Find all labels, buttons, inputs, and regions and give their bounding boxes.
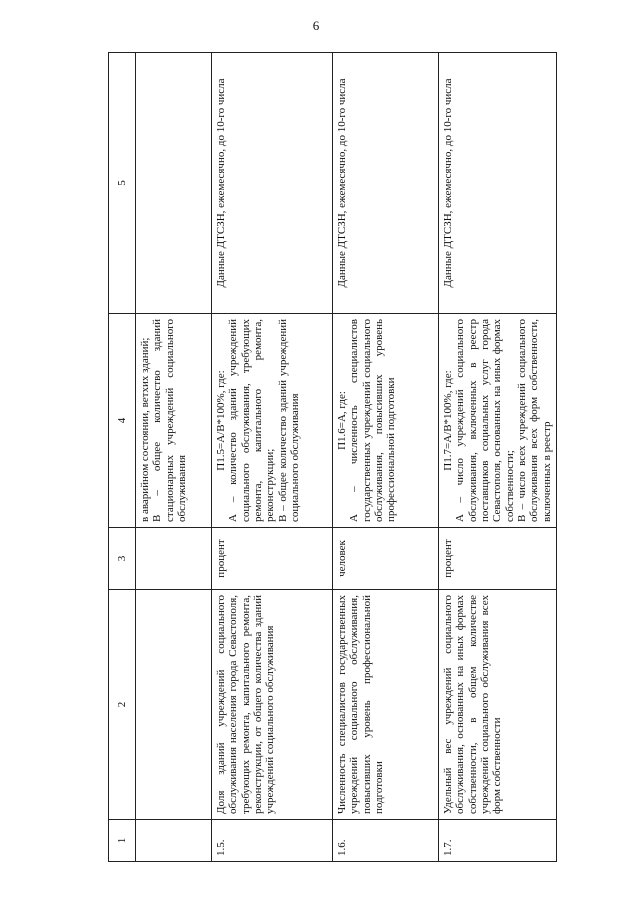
cell-unit: процент <box>212 528 333 590</box>
header-cell-1: 1 <box>109 820 136 862</box>
cell-indicator-name <box>136 590 212 820</box>
cell-source: Данные ДТСЗН, ежемесячно, до 10-го числа <box>333 53 439 314</box>
header-cell-2: 2 <box>109 590 136 820</box>
formula-line: в аварийном состоянии, ветхих зданий; <box>139 337 151 522</box>
page-number: 6 <box>312 18 320 33</box>
cell-number: 1.6. <box>333 820 439 862</box>
cell-formula <box>212 314 333 528</box>
cell-indicator-name: Численность специалистов государственных учреждений социального обслуживания, повысивших уровень профессиональной подготовки <box>333 590 439 820</box>
table-row-1-7 <box>439 53 557 862</box>
formula-line: А – число учреждений социального обслуживания, включенных в реестр поставщиков социальных услуг города Севастополя, основанных на иных формах собственности; <box>454 319 516 522</box>
table-header-row <box>109 53 136 862</box>
table-row-continuation <box>136 53 212 862</box>
formula-line: В – общее количество зданий стационарных учреждений социального обслуживания <box>151 319 188 522</box>
cell-unit <box>136 528 212 590</box>
formula-line: В – число всех учреждений социального обслуживания всех форм собственности, включенных в реестр <box>515 319 553 522</box>
formula-line: А – количество зданий учреждений социального обслуживания, требующих ремонта, капитального ремонта, реконструкции; <box>227 319 277 522</box>
cell-formula <box>333 314 439 528</box>
formula-line: В – общее количество зданий учреждений социального обслуживания <box>276 319 301 522</box>
cell-formula <box>136 314 212 528</box>
cell-source: Данные ДТСЗН, ежемесячно, до 10-го числа <box>212 53 333 314</box>
header-cell-5: 5 <box>109 53 136 314</box>
indicator-table <box>108 52 557 862</box>
formula-line: П1.7=А/В*100%, где: <box>442 370 454 471</box>
cell-unit: человек <box>333 528 439 590</box>
cell-number <box>136 820 212 862</box>
table-row-1-5 <box>212 53 333 862</box>
cell-source: Данные ДТСЗН, ежемесячно, до 10-го числа <box>439 53 557 314</box>
formula-line: А – численность специалистов государственных учреждений социального обслуживания, повысивших уровень профессиональной подготовки <box>348 319 398 522</box>
cell-source <box>136 53 212 314</box>
table-row-1-6 <box>333 53 439 862</box>
formula-line: П1.6=А, где: <box>336 391 348 450</box>
header-cell-3: 3 <box>109 528 136 590</box>
cell-unit: процент <box>439 528 557 590</box>
cell-number: 1.7. <box>439 820 557 862</box>
cell-indicator-name: Доля зданий учреждений социального обслуживания населения города Севастополя, требующих ремонта, капитального ремонта, реконструкции, от общего количества зданий учреждений социального обслуживания <box>212 590 333 820</box>
cell-indicator-name: Удельный вес учреждений социального обслуживания, основанных на иных формах собственности, в общем количестве учреждений социального обслуживания всех форм собственности <box>439 590 557 820</box>
cell-number: 1.5. <box>212 820 333 862</box>
formula-line: П1.5=А/В*100%, где: <box>215 370 227 471</box>
cell-formula <box>439 314 557 528</box>
header-cell-4: 4 <box>109 314 136 528</box>
